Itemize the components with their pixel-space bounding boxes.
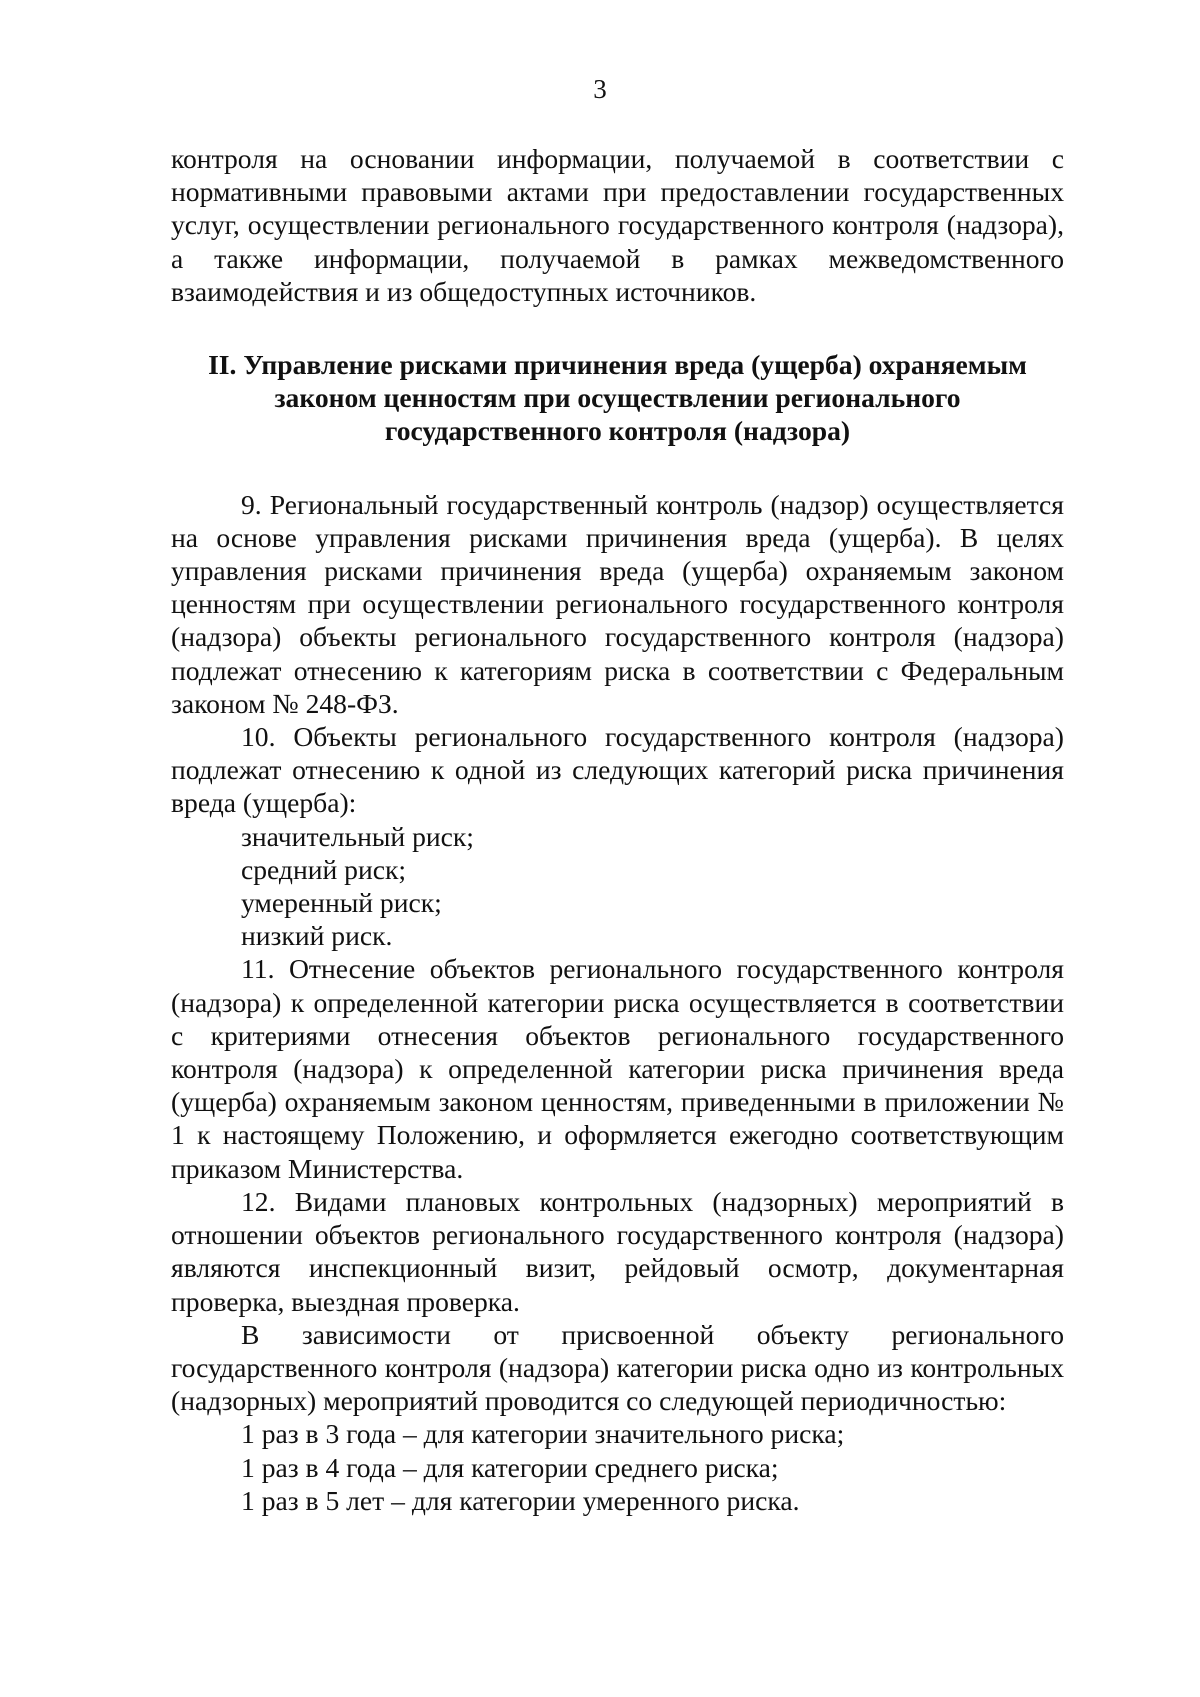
paragraph-12-continued: В зависимости от присвоенной объекту регионального государственного контроля (надзора) категории риска одно из контрольных (надзорных) мероприятий проводится со следующей периодичностью: [171,1318,1064,1417]
list-item-risk-moderate: умеренный риск; [241,887,442,919]
list-item-risk-significant: значительный риск; [241,820,474,852]
paragraph-9: 9. Региональный государственный контроль (надзор) осуществляется на основе управления рисками причинения вреда (ущерба). В целях управления рисками причинения вреда (ущерба) охраняемым законом ценностям при осуществлении регионального государственного контроля (надзора) объекты регионального государственного контроля (надзора) подлежат отнесению к категориям риска в соответствии с Федеральным законом № 248-ФЗ. [171,488,1064,719]
list-item-risk-low: низкий риск. [241,920,393,952]
list-item-periodicity-moderate: 1 раз в 5 лет – для категории умеренного риска. [241,1484,800,1516]
list-item-risk-medium: средний риск; [241,853,407,885]
section-heading-line-1: II. Управление рисками причинения вреда (ущерба) охраняемым [208,349,1027,381]
paragraph-12: 12. Видами плановых контрольных (надзорных) мероприятий в отношении объектов регионального государственного контроля (надзора) являются инспекционный визит, рейдовый осмотр, документарная проверка, выездная проверка. [171,1185,1064,1317]
paragraph-11: 11. Отнесение объектов регионального государственного контроля (надзора) к определенной категории риска осуществляется в соответствии с критериями отнесения объектов регионального государственного контроля (надзора) к определенной категории риска причинения вреда (ущерба) охраняемым законом ценностям, приведенными в приложении № 1 к настоящему Положению, и оформляется ежегодно соответствующим приказом Министерства. [171,953,1064,1184]
list-item-periodicity-significant: 1 раз в 3 года – для категории значительного риска; [241,1418,845,1450]
list-item-periodicity-medium: 1 раз в 4 года – для категории среднего риска; [241,1451,779,1483]
opening-paragraph: контроля на основании информации, получаемой в соответствии с нормативными правовыми актами при предоставлении государственных услуг, осуществлении регионального государственного контроля (надзора), а также информации, получаемой в рамках межведомственного взаимодействия и из общедоступных источников. [171,143,1064,307]
section-heading-line-3: государственного контроля (надзора) [384,415,851,447]
document-body [171,142,1064,1517]
page-number: 3 [593,74,607,104]
paragraph-10: 10. Объекты регионального государственного контроля (надзора) подлежат отнесению к одной из следующих категорий риска причинения вреда (ущерба): [171,721,1064,819]
section-heading [171,348,1064,448]
section-heading-line-2: законом ценностям при осуществлении регионального [274,382,961,414]
